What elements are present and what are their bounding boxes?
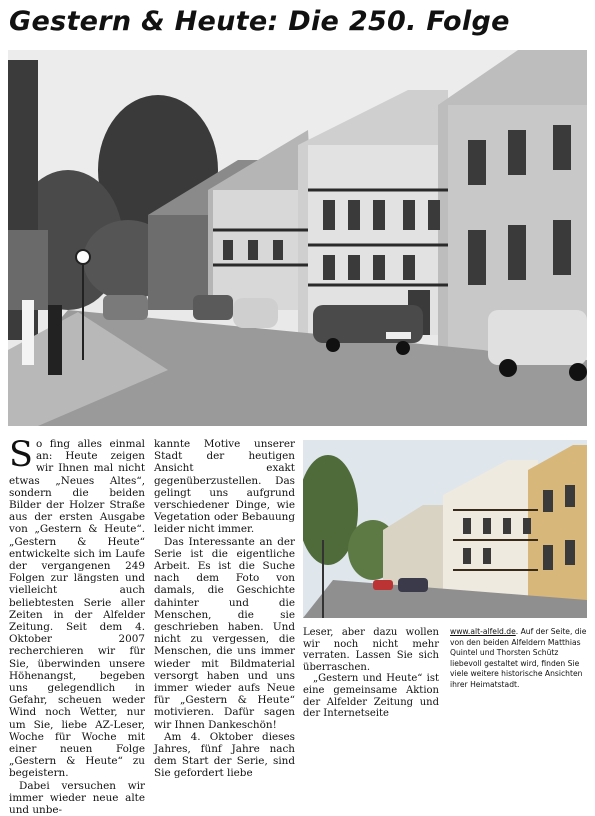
historic-street-photo: [8, 50, 587, 426]
article-paragraph: „Gestern und Heute“ ist eine gemeinsame Aktion der Alfelder Zeitung und der Internetseite: [303, 673, 439, 720]
article-paragraph: Leser, aber dazu wollen wir noch nicht mehr verraten. Lassen Sie sich überraschen.: [303, 627, 439, 673]
drop-cap: S: [9, 435, 33, 475]
article-column-3: [303, 627, 439, 720]
article-paragraph: Das Interessante an der Serie ist die eigentliche Arbeit. Es ist die Suche nach dem Foto von damals, die Geschichte dahinter und die Menschen, die sie geschrieben haben. Und nicht zu vergessen, die Menschen, die uns immer wieder mit Bildmaterial versorgt haben und uns immer wieder aufs Neue für „Gestern & Heute“ motivieren. Dafür sagen wir Ihnen Dankeschön!: [154, 535, 295, 731]
article-paragraph: . Auf der Seite, die von den beiden Alfeldern Matthias Quintel und Thorsten Schütz liebevoll gestaltet wird, finden Sie viele weitere historische Ansichten ihrer Heimatstadt.: [450, 627, 587, 689]
modern-street-photo: [303, 440, 587, 618]
article-paragraph: kannte Motive unserer Stadt der heutigen Ansicht exakt gegenüberzustellen. Das gelingt uns aufgrund verschiedener Dinge, wie Vegetation oder Bebauung leider nicht immer.: [154, 438, 295, 536]
website-link[interactable]: www.alt-alfeld.de: [450, 627, 516, 636]
article-column-2: [154, 438, 295, 780]
article-column-4: [450, 627, 587, 691]
article-paragraph: o fing alles einmal an: Heute zeigen wir Ihnen mal nicht etwas „Neues Altes“, sondern die beiden Bilder der Holzer Straße aus der ersten Ausgabe von „Gestern & Heute“. „Gestern & Heute“ entwickelte sich im Laufe der vergangenen 249 Folgen zur längsten und vielleicht auch beliebtesten Serie aller Zeiten in der Alfelder Zeitung. Seit dem 4. Oktober 2007 recherchieren wir für Sie, überwinden unsere Höhenangst, begeben uns gelegendlich in Gefahr, scheuen weder Wind noch Wetter, nur um Sie, liebe AZ-Leser, Woche für Woche mit einer neuen Folge „Gestern & Heute“ zu begeistern.: [9, 438, 145, 780]
headline: Gestern & Heute: Die 250. Folge: [9, 6, 510, 37]
article-paragraph: Am 4. Oktober dieses Jahres, fünf Jahre nach dem Start der Serie, sind Sie gefordert liebe: [154, 730, 295, 780]
article-paragraph: Dabei versuchen wir immer wieder neue alte und unbe-: [9, 779, 145, 816]
article-column-1: [9, 435, 145, 816]
